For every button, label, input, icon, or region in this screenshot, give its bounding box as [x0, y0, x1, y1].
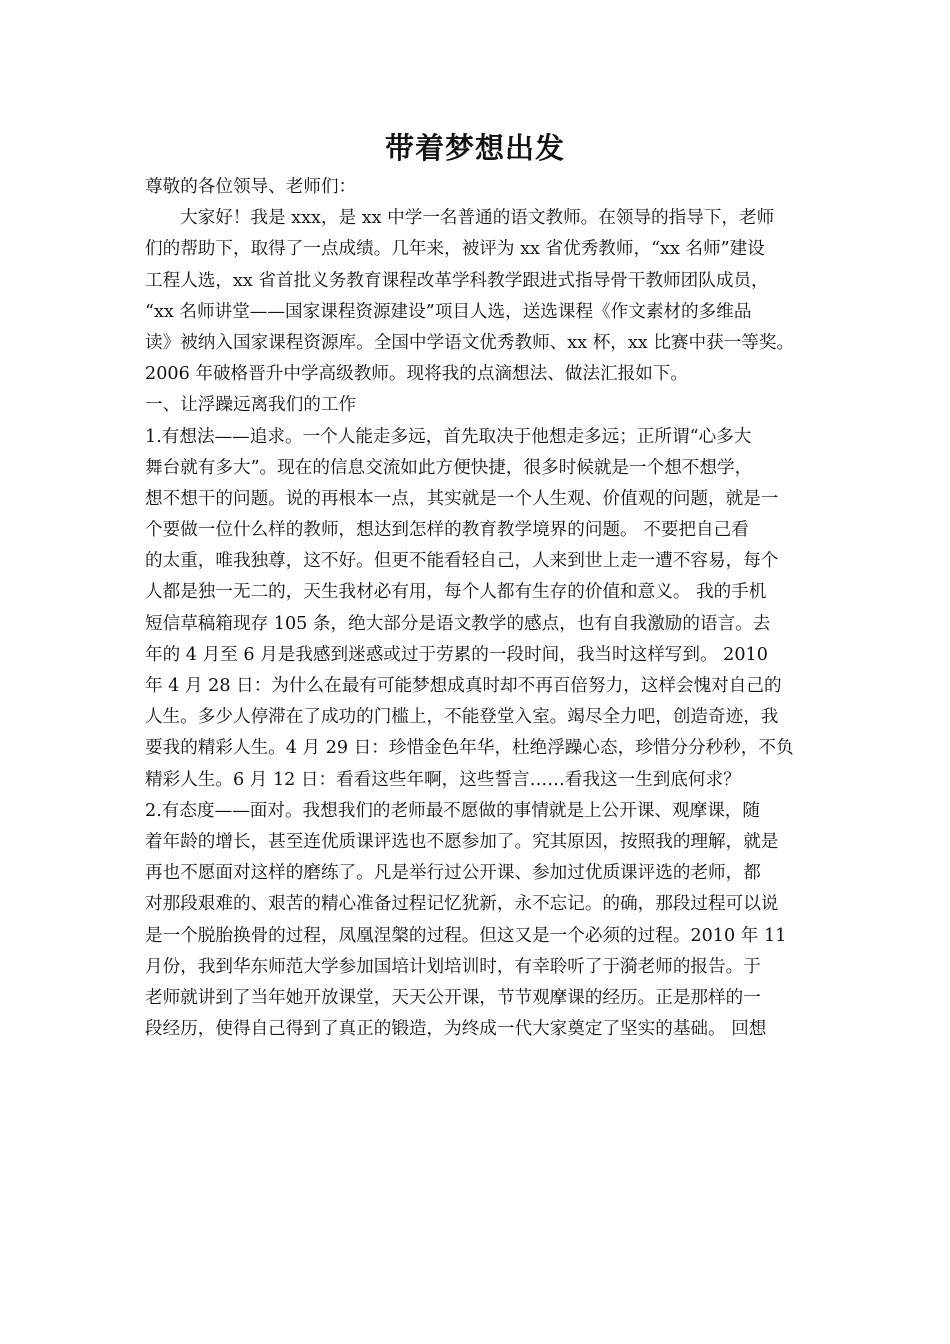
text-line: 短信草稿箱现存 105 条，绝大部分是语文教学的感点，也有自我激励的语言。去 [145, 613, 771, 634]
text-line: 的太重，唯我独尊，这不好。但更不能看轻自己，人来到世上走一遭不容易，每个 [145, 551, 779, 572]
text-line: 大家好！我是 xxx，是 xx 中学一名普通的语文教师。在领导的指导下，老师 [180, 208, 775, 229]
text-line: 1.有想法——追求。一个人能走多远，首先取决于他想走多远；正所谓“心多大 [145, 426, 752, 447]
text-line: 年 4 月 28 日：为什么在最有可能梦想成真时却不再百倍努力，这样会愧对自己的 [145, 676, 782, 696]
text-line: 们的帮助下，取得了一点成绩。几年来，被评为 xx 省优秀教师，“xx 名师”建设 [145, 239, 765, 260]
text-line: 对那段艰难的、艰苦的精心准备过程记忆犹新，永不忘记。的确，那段过程可以说 [145, 894, 779, 915]
document-title: 带着梦想出发 [384, 131, 565, 165]
text-line: 年的 4 月至 6 月是我感到迷惑或过于劳累的一段时间，我当时这样写到。 2010 [145, 644, 768, 665]
text-line: 精彩人生。6 月 12 日：看看这些年啊，这些誓言……看我这一生到底何求？ [145, 769, 741, 790]
text-line: 2006 年破格晋升中学高级教师。现将我的点滴想法、做法汇报如下。 [145, 364, 688, 385]
text-line: 再也不愿面对这样的磨练了。凡是举行过公开课、参加过优质课评选的老师，都 [145, 863, 761, 884]
text-line: 个要做一位什么样的教师，想达到怎样的教育教学境界的问题。 不要把自己看 [145, 520, 749, 541]
text-line: 2.有态度——面对。我想我们的老师最不愿做的事情就是上公开课、观摩课，随 [145, 800, 760, 821]
text-line: 想不想干的问题。说的再根本一点，其实就是一个人生观、价值观的问题，就是一 [145, 488, 779, 509]
text-line: 舞台就有多大”。现在的信息交流如此方便快捷，很多时候就是一个想不想学， [145, 457, 753, 478]
text-line: “xx 名师讲堂——国家课程资源建设”项目人选，送选课程《作文素材的多维品 [145, 301, 752, 322]
text-line: 要我的精彩人生。4 月 29 日：珍惜金色年华，杜绝浮躁心态，珍惜分分秒秒，不负 [145, 738, 794, 759]
text-line: 老师就讲到了当年她开放课堂，天天公开课，节节观摩课的经历。正是那样的一 [145, 987, 761, 1008]
text-line: 是一个脱胎换骨的过程，凤凰涅槃的过程。但这又是一个必须的过程。2010 年 11 [145, 925, 787, 946]
text-line: 一、让浮躁远离我们的工作 [145, 395, 357, 416]
text-line: 工程人选，xx 省首批义务教育课程改革学科教学跟进式指导骨干教师团队成员， [145, 270, 769, 291]
text-line: 人都是独一无二的，天生我材必有用，每个人都有生存的价值和意义。 我的手机 [145, 582, 767, 603]
text-line: 读》被纳入国家课程资源库。全国中学语文优秀教师、xx 杯，xx 比赛中获一等奖。 [145, 332, 795, 353]
text-line: 着年龄的增长，甚至连优质课评选也不愿参加了。究其原因，按照我的理解，就是 [145, 831, 779, 852]
text-line: 尊敬的各位领导、老师们： [145, 177, 357, 197]
text-line: 段经历，使得自己得到了真正的锻造，为终成一代大家奠定了坚实的基础。 回想 [145, 1019, 767, 1040]
text-line: 月份，我到华东师范大学参加国培计划培训时，有幸聆听了于漪老师的报告。于 [145, 956, 761, 977]
document-body [145, 172, 805, 1045]
text-line: 人生。多少人停滞在了成功的门槛上，不能登堂入室。竭尽全力吧，创造奇迹，我 [145, 707, 779, 728]
